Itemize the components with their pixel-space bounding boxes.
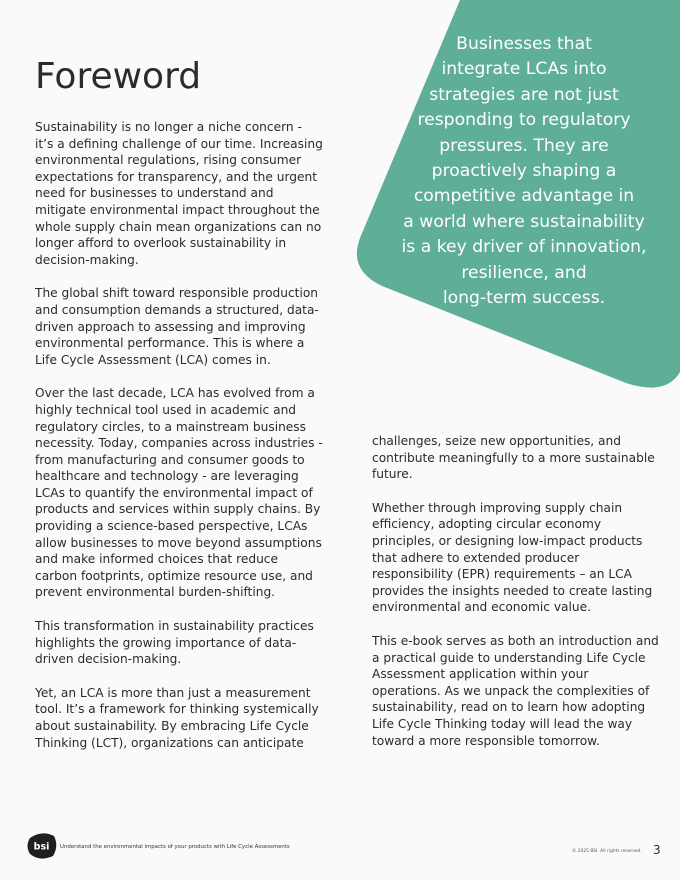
text-line: products and services within supply chains. By xyxy=(35,502,321,517)
text-line: future. xyxy=(372,467,413,482)
text-line: from manufacturing and consumer goods to xyxy=(35,452,305,467)
text-line: This e-book serves as both an introduction and xyxy=(372,633,659,648)
paragraph xyxy=(372,633,659,749)
text-line: Life Cycle Thinking today will lead the way xyxy=(372,716,633,731)
pull-quote-line: responding to regulatory xyxy=(417,110,631,131)
text-line: need for businesses to understand and xyxy=(35,186,274,201)
text-line: regulatory circles, to a mainstream business xyxy=(35,419,307,434)
paragraph xyxy=(35,685,323,751)
text-line: and make informed choices that reduce xyxy=(35,552,278,567)
paragraph xyxy=(35,285,323,368)
text-line: Over the last decade, LCA has evolved from a xyxy=(35,386,315,401)
text-line: driven approach to assessing and improving xyxy=(35,319,306,334)
text-line: challenges, seize new opportunities, and xyxy=(372,434,621,448)
text-line: environmental and economic value. xyxy=(372,600,591,615)
text-line: Yet, an LCA is more than just a measurement xyxy=(35,685,311,700)
paragraph xyxy=(35,618,323,668)
text-line: mitigate environmental impact throughout the xyxy=(35,202,320,217)
text-line: necessity. Today, companies across industries - xyxy=(35,436,323,451)
copyright-notice: © 2025 BSI. All rights reserved. xyxy=(572,849,642,854)
text-line: provides the insights needed to create lasting xyxy=(372,583,653,598)
pull-quote-line: long-term success. xyxy=(442,288,606,309)
text-line: environmental performance. This is where a xyxy=(35,336,305,351)
pull-quote-line: competitive advantage in xyxy=(413,186,635,207)
text-line: healthcare and technology - are leveraging xyxy=(35,469,299,484)
text-line: it’s a defining challenge of our time. Increasing xyxy=(35,136,323,151)
pull-quote-line: is a key driver of innovation, xyxy=(401,237,647,258)
text-line: sustainability, read on to learn how adopting xyxy=(372,700,646,715)
text-line: environmental regulations, rising consumer xyxy=(35,153,302,168)
text-line: a practical guide to understanding Life Cycle xyxy=(372,650,646,665)
text-line: and consumption demands a structured, data- xyxy=(35,302,319,317)
paragraph xyxy=(35,385,323,601)
text-line: driven decision-making. xyxy=(35,652,182,667)
text-line: This transformation in sustainability practices xyxy=(35,619,314,634)
pull-quote-line: pressures. They are xyxy=(439,135,609,156)
pull-quote xyxy=(392,32,656,311)
page-title: Foreword xyxy=(35,56,202,97)
text-line: toward a more responsible tomorrow. xyxy=(372,733,600,748)
text-line: longer afford to overlook sustainability in xyxy=(35,236,287,251)
text-line: efficiency, adopting circular economy xyxy=(372,517,602,532)
bsi-logo xyxy=(26,832,58,860)
paragraph xyxy=(35,119,323,268)
paragraph xyxy=(372,500,659,616)
text-line: operations. As we unpack the complexities of xyxy=(372,683,650,698)
pull-quote-line: proactively shaping a xyxy=(431,161,617,182)
text-line: that adhere to extended producer xyxy=(372,550,580,565)
text-line: prevent environmental burden-shifting. xyxy=(35,585,276,600)
body-column-left xyxy=(35,119,323,751)
pull-quote-line: resilience, and xyxy=(461,262,587,283)
text-line: The global shift toward responsible production xyxy=(35,286,319,301)
pull-quote-line: strategies are not just xyxy=(429,84,619,105)
svg-text:bsi: bsi xyxy=(33,841,50,853)
text-line: tool. It’s a framework for thinking systemically xyxy=(35,702,319,717)
text-line: Whether through improving supply chain xyxy=(372,500,623,515)
text-line: LCAs to quantify the environmental impact of xyxy=(35,485,313,500)
text-line: carbon footprints, optimize resource use, and xyxy=(35,568,313,583)
text-line: Sustainability is no longer a niche concern - xyxy=(35,120,302,134)
text-line: highly technical tool used in academic and xyxy=(35,402,297,417)
text-line: responsibility (EPR) requirements – an LCA xyxy=(372,567,633,582)
text-line: allow businesses to move beyond assumptions xyxy=(35,535,322,550)
text-line: Assessment application within your xyxy=(372,667,589,682)
pull-quote-line: integrate LCAs into xyxy=(441,59,607,80)
paragraph xyxy=(372,433,659,483)
text-line: about sustainability. By embracing Life Cycle xyxy=(35,719,309,733)
text-line: Thinking (LCT), organizations can anticipate xyxy=(35,735,304,750)
text-line: Life Cycle Assessment (LCA) comes in. xyxy=(35,352,271,367)
pull-quote-line: a world where sustainability xyxy=(403,211,645,232)
text-line: expectations for transparency, and the urgent xyxy=(35,169,317,184)
pull-quote-line: Businesses that xyxy=(456,34,592,54)
page-number: 3 xyxy=(653,843,661,857)
text-line: highlights the growing importance of data- xyxy=(35,635,297,650)
footer-caption: Understand the environmental impacts of your products with Life Cycle Assessments xyxy=(60,844,290,850)
text-line: decision-making. xyxy=(35,252,139,267)
text-line: whole supply chain mean organizations can no xyxy=(35,219,322,234)
text-line: providing a science-based perspective, LCAs xyxy=(35,519,308,534)
body-column-right xyxy=(372,433,659,749)
text-line: principles, or designing low-impact products xyxy=(372,533,643,548)
text-line: contribute meaningfully to a more sustainable xyxy=(372,450,655,465)
